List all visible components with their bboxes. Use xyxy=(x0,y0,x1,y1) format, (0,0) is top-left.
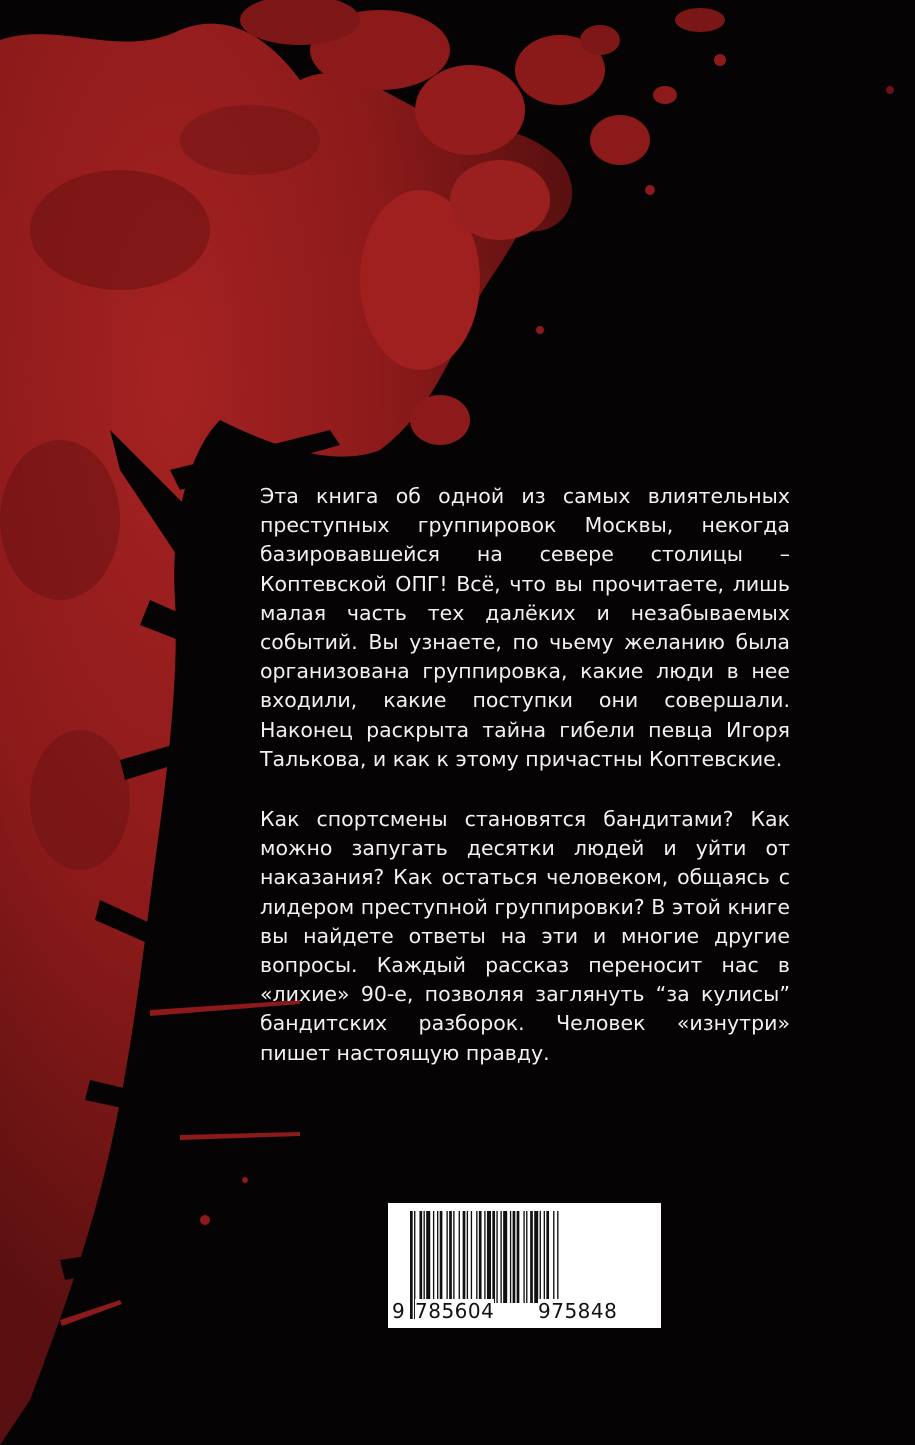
barcode-bar xyxy=(544,1211,545,1303)
blurb-text xyxy=(260,482,790,1068)
barcode-bar xyxy=(467,1211,468,1303)
barcode-bar xyxy=(540,1211,541,1303)
barcode-bar xyxy=(471,1211,472,1303)
barcode-bar xyxy=(479,1211,482,1303)
barcode-bar xyxy=(449,1211,452,1303)
barcode-bar xyxy=(446,1211,447,1303)
isbn-right-group: 975848 xyxy=(538,1299,618,1323)
barcode-bar xyxy=(526,1211,527,1303)
barcode-bar xyxy=(523,1211,524,1303)
barcode-bar xyxy=(546,1211,549,1303)
isbn-left-group: 785604 xyxy=(415,1299,495,1323)
barcode-bar xyxy=(419,1211,422,1303)
barcode-bar xyxy=(517,1211,520,1303)
isbn-barcode xyxy=(388,1203,661,1328)
barcode-bar xyxy=(496,1211,497,1303)
barcode-bar xyxy=(503,1211,507,1303)
barcode-bar xyxy=(492,1211,495,1303)
barcode-bar xyxy=(437,1211,438,1303)
barcode-bar xyxy=(433,1211,434,1303)
barcode-bar xyxy=(476,1211,477,1303)
barcode-bar xyxy=(459,1211,460,1303)
barcode-bar xyxy=(534,1211,538,1303)
barcode-bar xyxy=(510,1211,511,1303)
barcode-bar xyxy=(513,1211,516,1303)
barcode-bar xyxy=(553,1211,554,1303)
blurb-paragraph: Как спортсмены становятся бандитами? Как можно запугать десятки людей и уйти от наказания? Как остаться человеком, общаясь с лидером преступной группировки? В этой книге вы найдете ответы на эти и многие другие вопросы. Каждый рассказ переносит нас в «лихие» 90-е, позволяя заглянуть “за кулисы” бандитских разборок. Человек «изнутри» пишет настоящую правду. xyxy=(260,807,790,1065)
barcode-bar xyxy=(500,1211,501,1303)
barcode-bar xyxy=(426,1211,430,1303)
isbn-first-digit: 9 xyxy=(392,1299,406,1323)
barcode-bar xyxy=(463,1211,466,1303)
barcode-bar xyxy=(424,1211,425,1303)
barcode-bar xyxy=(530,1211,533,1303)
blurb-paragraph: Эта книга об одной из самых влиятельных преступных группировок Москвы, некогда базировавшейся на севере столицы – Коптевской ОПГ! Всё, что вы прочитаете, лишь малая часть тех далёких и незабываемых событий. Вы узнаете, по чьему желанию была организована группировка, какие люди в нее входили, какие поступки они совершали. Наконец раскрыта тайна гибели певца Игоря Талькова, и как к этому причастны Коптевские. xyxy=(260,484,790,771)
barcode-bar xyxy=(453,1211,454,1303)
barcode-bar xyxy=(440,1211,443,1303)
isbn-digits xyxy=(388,1299,661,1325)
